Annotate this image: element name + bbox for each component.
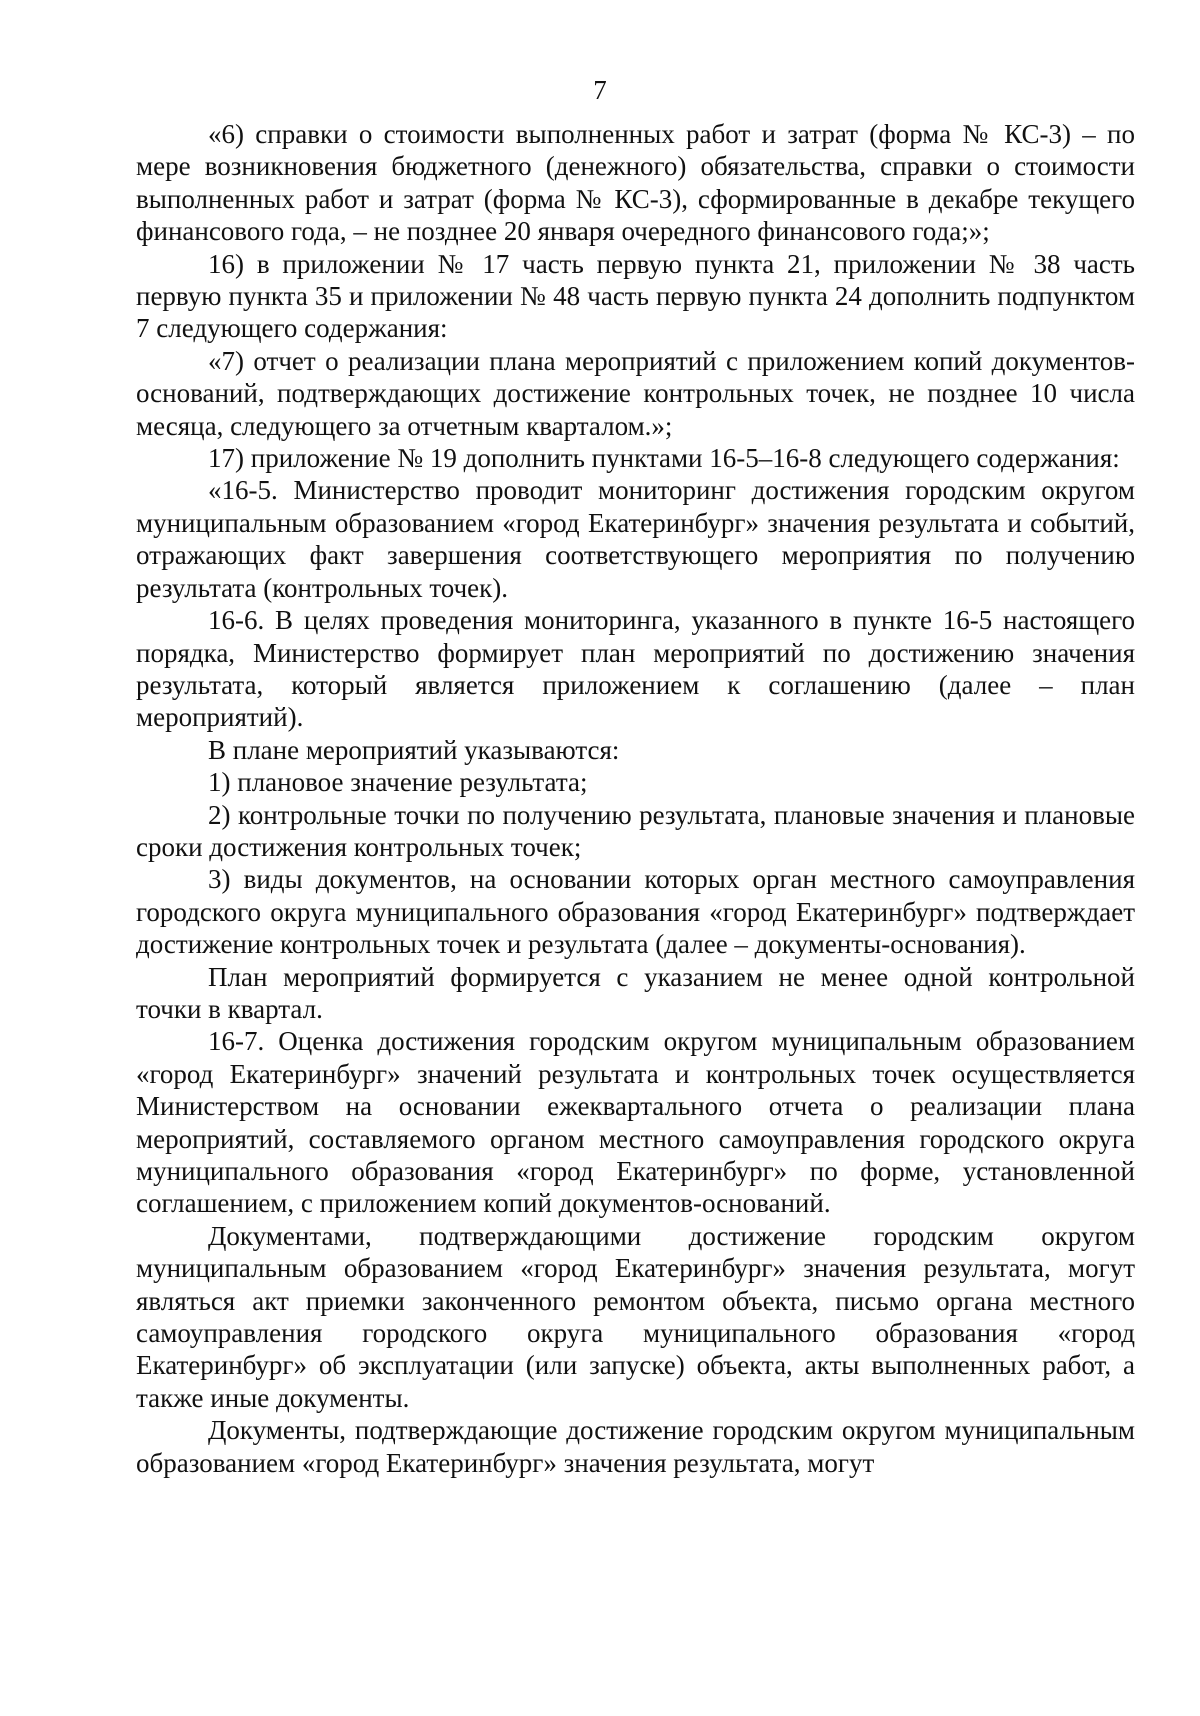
paragraph-plan-item-2: 2) контрольные точки по получению результата, плановые значения и плановые сроки достижения контрольных точек; bbox=[136, 799, 1135, 862]
paragraph-item-17: 17) приложение № 19 дополнить пунктами 16-5–16-8 следующего содержания: bbox=[208, 443, 1120, 474]
document-body bbox=[136, 118, 1135, 1479]
paragraph-item-7: «7) отчет о реализации плана мероприятий с приложением копий документов-оснований, подтверждающих достижение контрольных точек, не позднее 10 числа месяца, следующего за отчетным кварталом.»; bbox=[136, 345, 1135, 441]
paragraph-item-6: «6) справки о стоимости выполненных работ и затрат (форма № КС-3) – по мере возникновения бюджетного (денежного) обязательства, справки о стоимости выполненных работ и затрат (форма № КС-3), сформированные в декабре текущего финансового года, – не позднее 20 января очередного финансового года;»; bbox=[136, 119, 1135, 247]
paragraph-plan-item-1: 1) плановое значение результата; bbox=[208, 767, 588, 798]
paragraph-documents-continued: Документы, подтверждающие достижение городским округом муниципальным образованием «город Екатеринбург» значения результата, могут bbox=[136, 1415, 1135, 1478]
paragraph-plan-item-3: 3) виды документов, на основании которых орган местного самоуправления городского округа муниципального образования «город Екатеринбург» подтверждает достижение контрольных точек и результата (далее – документы-основания). bbox=[136, 864, 1135, 960]
paragraph-plan-quarter: План мероприятий формируется с указанием не менее одной контрольной точки в квартал. bbox=[136, 961, 1135, 1024]
paragraph-16-6: 16-6. В целях проведения мониторинга, указанного в пункте 16-5 настоящего порядка, Министерство формирует план мероприятий по достижению значения результата, который является приложением к соглашению (далее – план мероприятий). bbox=[136, 605, 1135, 733]
paragraph-plan-contents-intro: В плане мероприятий указываются: bbox=[208, 734, 620, 765]
page-number: 7 bbox=[593, 75, 607, 105]
paragraph-supporting-documents: Документами, подтверждающими достижение городским округом муниципальным образованием «город Екатеринбург» значения результата, могут являться акт приемки законченного ремонтом объекта, письмо органа местного самоуправления городского округа муниципального образования «город Екатеринбург» об эксплуатации (или запуске) объекта, акты выполненных работ, а также иные документы. bbox=[136, 1220, 1135, 1413]
paragraph-item-16: 16) в приложении № 17 часть первую пункта 21, приложении № 38 часть первую пункта 35 и приложении № 48 часть первую пункта 24 дополнить подпунктом 7 следующего содержания: bbox=[136, 248, 1135, 344]
paragraph-16-7: 16-7. Оценка достижения городским округом муниципальным образованием «город Екатеринбург» значений результата и контрольных точек осуществляется Министерством на основании ежеквартального отчета о реализации плана мероприятий, составляемого органом местного самоуправления городского округа муниципального образования «город Екатеринбург» по форме, установленной соглашением, с приложением копий документов-оснований. bbox=[136, 1026, 1135, 1219]
paragraph-16-5: «16-5. Министерство проводит мониторинг достижения городским округом муниципальным образованием «город Екатеринбург» значения результата и событий, отражающих факт завершения соответствующего мероприятия по получению результата (контрольных точек). bbox=[136, 475, 1135, 603]
